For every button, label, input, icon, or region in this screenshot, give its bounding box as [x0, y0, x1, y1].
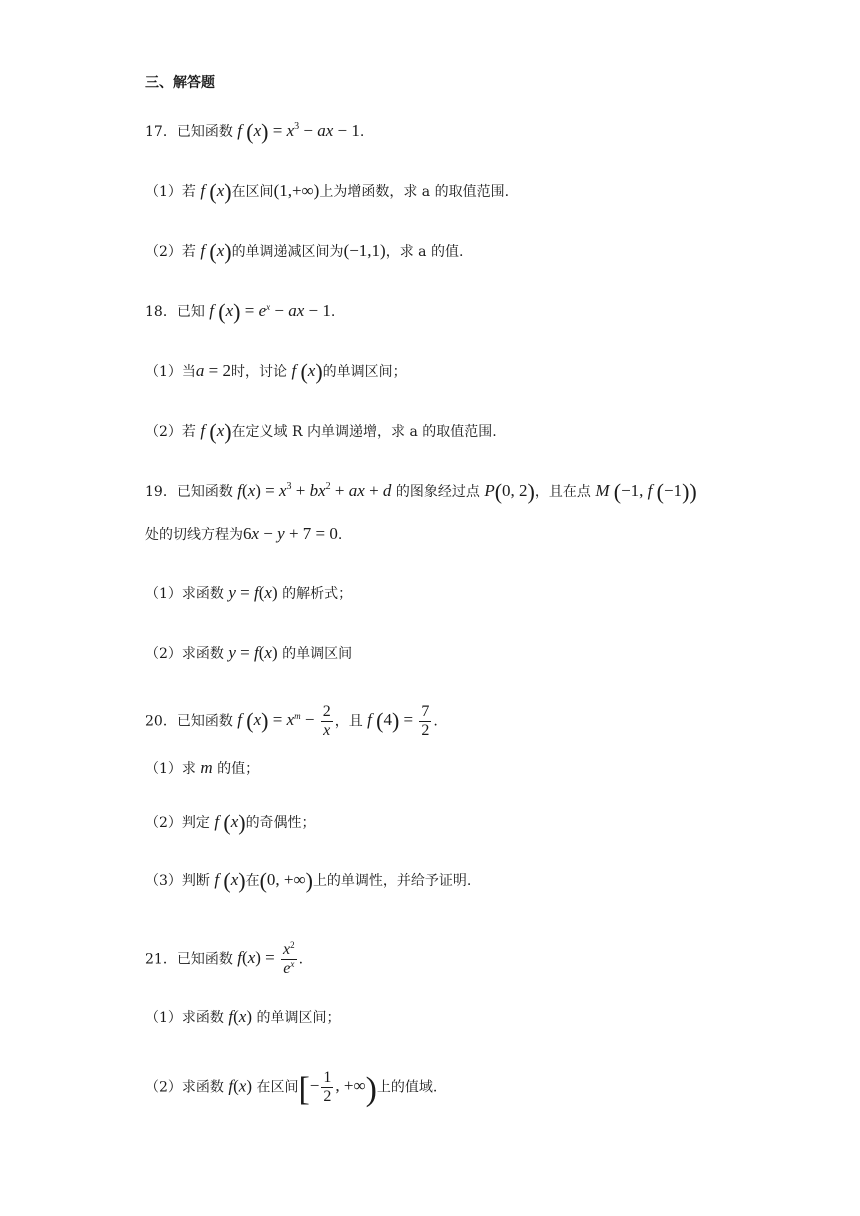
q19-stem-mid2: ，且在点 [534, 484, 591, 500]
q17-p1-func: f (x) [200, 179, 232, 204]
q20-p2-suffix: 的奇偶性； [245, 815, 316, 831]
q18-p2-prefix: （2）若 [145, 424, 196, 440]
q21-p2-prefix: （2）求函数 [145, 1079, 224, 1096]
q17-p1-interval: (1,+∞) [273, 181, 320, 200]
q21-p2-interval: [− $\frac{1}{2}$ , +∞) [298, 1069, 377, 1109]
q20-p3-func: f (x) [214, 868, 246, 893]
q19-stem-prefix: 19．已知函数 [145, 484, 233, 500]
q20-stem-mid: ，且 [334, 713, 363, 730]
q20-p3-prefix: （3）判断 [145, 873, 210, 889]
q18-stem: 18．已知 f $(x) = e^x$ − ax − 1. [145, 299, 336, 324]
q21-p2-mid: 在区间 [256, 1079, 299, 1096]
q20-p3-suffix: 上的单调性，并给予证明. [312, 873, 472, 889]
q19-p2-prefix: （2）求函数 [145, 646, 224, 662]
q18-p1-suffix: 的单调区间； [322, 364, 407, 380]
q19-p2-suffix: 的单调区间 [282, 646, 353, 662]
q20-stem: 20．已知函数 f $(x) = x^m$ − $\frac{2}{x}$ ，且 f (4) = $\frac{7}{2}$ . [145, 703, 438, 739]
q17-p2-mid: 的单调递减区间为 [231, 244, 344, 260]
q19-stem-line1 [145, 481, 697, 502]
q18-p1-mid: 时，讨论 [231, 364, 288, 380]
q18-stem-prefix: 18．已知 [145, 304, 205, 320]
q20-part3 [145, 870, 471, 891]
q18-p2-func: f (x) [200, 419, 232, 444]
q19-p1-prefix: （1）求函数 [145, 586, 224, 602]
q17-p1-suffix: 上为增函数，求 a 的取值范围. [319, 184, 510, 200]
q17-p2-suffix: ，求 a 的值. [385, 244, 464, 260]
q18-p1-cond: a = 2 [195, 361, 232, 380]
q18-p1-func: f (x) [291, 359, 323, 384]
q19-stem-line2-prefix: 处的切线方程为 [145, 527, 243, 543]
q17-p1-mid: 在区间 [231, 184, 274, 200]
q19-stem-line2: 处的切线方程为6x − y + 7 = 0. [145, 524, 343, 543]
section-title: 三、解答题 [145, 75, 215, 91]
q17-p2-interval: (−1,1) [343, 241, 386, 260]
q20-stem-cond: f (4) = $\frac{7}{2}$ [367, 703, 430, 739]
q20-stem-formula: f $(x) = x^m$ − $\frac{2}{x}$ [237, 703, 331, 739]
q18-p1-prefix: （1）当 [145, 364, 196, 380]
q19-p1-suffix: 的解析式； [282, 586, 353, 602]
q18-p2-suffix: 在定义域 R 内单调递增，求 a 的取值范围. [231, 424, 497, 440]
q20-p2-func: f (x) [214, 810, 246, 835]
q21-p1-func: f(x) [228, 1007, 252, 1026]
q21-stem-formula: f(x) = $\frac{x^2}{e^x}$ [237, 940, 295, 977]
q19-part1 [145, 583, 352, 604]
q19-point-m: M (−1, f (−1)) [595, 479, 697, 504]
q20-p1-var: m [200, 758, 213, 777]
q17-p2-prefix: （2）若 [145, 244, 196, 260]
q20-p3-mid: 在 [245, 873, 260, 889]
q21-p2-suffix: 上的值域. [376, 1079, 438, 1096]
q19-stem-formula: $f(x) = x^3 + bx^2$ + ax + d [237, 481, 392, 500]
q20-p2-prefix: （2）判定 [145, 815, 210, 831]
q18-stem-formula: f $(x) = e^x$ − ax − 1 [209, 299, 331, 324]
q19-tangent-eq: 6x − y + 7 = 0 [243, 524, 338, 543]
q19-point-p: P(0, 2) [484, 479, 535, 504]
q21-stem: 21．已知函数 f(x) = $\frac{x^2}{e^x}$ . [145, 940, 304, 977]
q20-p1-suffix: 的值； [217, 761, 260, 777]
q17-p1-prefix: （1）若 [145, 184, 196, 200]
q19-p1-func: y = f(x) [228, 583, 278, 602]
q21-p1-suffix: 的单调区间； [256, 1010, 341, 1026]
q20-p3-interval: (0, +∞) [259, 868, 313, 893]
q17-part2 [145, 241, 463, 262]
q19-stem-mid: 的图象经过点 [395, 484, 480, 500]
q21-stem-prefix: 21．已知函数 [145, 951, 233, 968]
q17-stem-prefix: 17．已知函数 [145, 124, 233, 140]
q21-p1-prefix: （1）求函数 [145, 1010, 224, 1026]
q17-p2-func: f (x) [200, 239, 232, 264]
q20-part2 [145, 812, 316, 833]
q17-stem: 17．已知函数 f $(x) = x^3$ − ax − 1. [145, 119, 365, 144]
q21-part2 [145, 1069, 438, 1109]
q19-p2-func: y = f(x) [228, 643, 278, 662]
q21-p2-func: f(x) [228, 1076, 252, 1096]
q20-p1-prefix: （1）求 [145, 761, 196, 777]
q17-stem-formula: f $(x) = x^3$ − ax − 1 [237, 119, 360, 144]
q18-part1 [145, 361, 407, 382]
q21-part1 [145, 1007, 340, 1028]
q18-part2 [145, 421, 497, 442]
q17-part1 [145, 181, 509, 202]
q20-stem-prefix: 20．已知函数 [145, 713, 233, 730]
q19-part2 [145, 643, 352, 664]
q20-part1 [145, 758, 259, 779]
